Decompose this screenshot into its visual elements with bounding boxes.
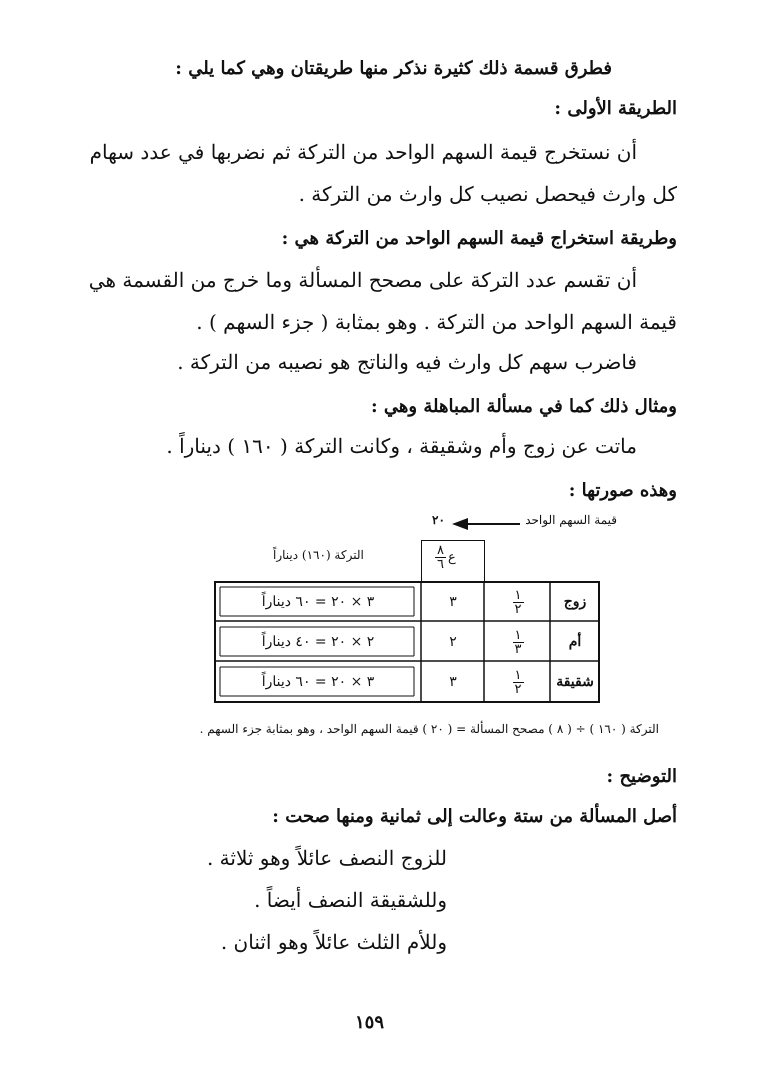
denominator: ٢ <box>514 601 522 617</box>
paragraph-line: كل وارث فيحصل نصيب كل وارث من التركة . <box>298 182 677 206</box>
heading-first-method: الطريقة الأولى : <box>554 98 677 119</box>
share-value-label: قيمة السهم الواحد <box>525 513 617 527</box>
fraction-cell <box>485 662 551 702</box>
amount-cell: ٣ × ٢٠ = ٦٠ ديناراً <box>261 594 375 610</box>
heading-share-value: وطريقة استخراج قيمة السهم الواحد من التركة هي : <box>281 228 677 249</box>
paragraph-line: ماتت عن زوج وأم وشقيقة ، وكانت التركة ( ١٦٠ ) ديناراً . <box>166 434 637 458</box>
heading-figure: وهذه صورتها : <box>568 480 677 501</box>
paragraph-line: أن تقسم عدد التركة على مصحح المسألة وما خرج من القسمة هي <box>88 268 637 292</box>
shares-cell: ٣ <box>449 594 457 610</box>
heir-cell: أم <box>568 634 582 650</box>
fraction-cell <box>485 622 551 662</box>
estate-header: التركة (١٦٠) ديناراً <box>273 548 364 562</box>
denominator: ٣ <box>514 641 522 657</box>
numerator: ١ <box>514 587 522 603</box>
page-number: ١٥٩ <box>355 1012 385 1033</box>
base-header <box>435 544 456 571</box>
amount-cell: ٣ × ٢٠ = ٦٠ ديناراً <box>261 674 375 690</box>
heir-cell: زوج <box>563 594 587 610</box>
numerator: ١ <box>514 627 522 643</box>
share-fraction <box>513 629 524 656</box>
base-fraction <box>435 544 446 571</box>
shares-cell: ٣ <box>449 674 457 690</box>
paragraph-line: قيمة السهم الواحد من التركة . وهو بمثابة ( جزء السهم ) . <box>196 310 677 334</box>
base-symbol: ع <box>447 550 456 565</box>
shares-cell: ٢ <box>449 634 457 650</box>
explanation-line: وللشقيقة النصف أيضاً . <box>254 888 447 912</box>
intro-line: فطرق قسمة ذلك كثيرة نذكر منها طريقتان وهي كما يلي : <box>175 58 612 79</box>
base-denominator: ٦ <box>437 557 444 572</box>
paragraph-line: فاضرب سهم كل وارث فيه والناتج هو نصيبه من التركة . <box>177 350 637 374</box>
arrow-icon <box>452 517 522 531</box>
share-value: ٢٠ <box>432 513 445 527</box>
explanation-line: وللأم الثلث عائلاً وهو اثنان . <box>220 930 447 954</box>
paragraph-line: أن نستخرج قيمة السهم الواحد من التركة ثم نضربها في عدد سهام <box>89 140 637 164</box>
amount-cell: ٢ × ٢٠ = ٤٠ ديناراً <box>261 634 375 650</box>
fraction-cell <box>485 582 551 622</box>
share-fraction <box>513 589 524 616</box>
heir-cell: شقيقة <box>556 674 594 690</box>
formula-line: التركة ( ١٦٠ ) ÷ ( ٨ ) مصحح المسألة = ( ٢٠ ) قيمة السهم الواحد ، وهو بمثابة جزء السهم . <box>199 722 659 736</box>
explanation-line: للزوج النصف عائلاً وهو ثلاثة . <box>206 846 447 870</box>
heading-explanation: التوضيح : <box>606 766 677 787</box>
share-fraction <box>513 669 524 696</box>
explanation-line: أصل المسألة من ستة وعالت إلى ثمانية ومنها صحت : <box>272 806 677 827</box>
denominator: ٢ <box>514 681 522 697</box>
numerator: ١ <box>514 667 522 683</box>
heading-example: ومثال ذلك كما في مسألة المباهلة وهي : <box>371 396 677 417</box>
base-numerator: ٨ <box>437 543 444 558</box>
